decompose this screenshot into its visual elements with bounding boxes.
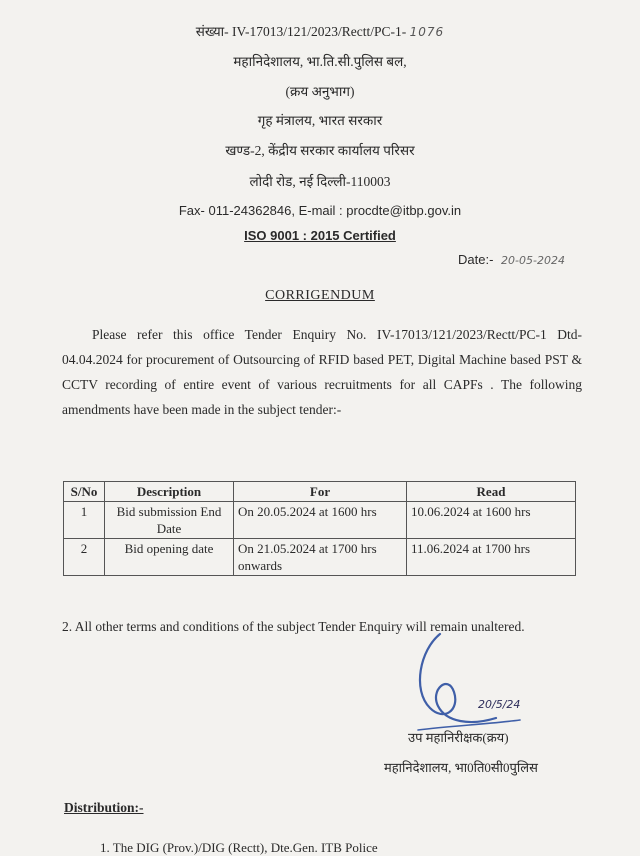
column-header: Read (407, 482, 576, 502)
distribution-item: 1. The DIG (Prov.)/DIG (Rectt), Dte.Gen. ITB Police (100, 840, 378, 855)
column-header: Description (105, 482, 234, 502)
fax-email-line: Fax- 011-24362846, E-mail : procdte@itbp.gov.in (178, 203, 462, 218)
block-line: खण्ड-2, केंद्रीय सरकार कार्यालय परिसर (225, 143, 415, 158)
date-value: 20-05-2024 (501, 254, 565, 267)
date-line (458, 252, 565, 267)
table-cell: 2 (64, 539, 105, 576)
amendment-table (63, 481, 576, 576)
table-cell: Bid opening date (105, 539, 234, 576)
table-cell: 10.06.2024 at 1600 hrs (407, 502, 576, 539)
table-cell: 11.06.2024 at 1700 hrs (407, 539, 576, 576)
signatory-title: उप महानिरीक्षक(क्रय) (408, 730, 509, 745)
table-row (64, 502, 576, 539)
table-cell: Bid submission End Date (105, 502, 234, 539)
signature-date: 20/5/24 (478, 698, 521, 711)
column-header: For (234, 482, 407, 502)
intro-paragraph: Please refer this office Tender Enquiry No. IV-17013/121/2023/Rectt/PC-1 Dtd-04.04.2024 for procurement of Outsourcing of RFID based PET, Digital Machine based PST & CCTV recording of entire event of various recruitments for all CAPFs . The following amendments have been made in the subject tender:- (62, 327, 582, 417)
closing-paragraph: 2. All other terms and conditions of the subject Tender Enquiry will remain unaltered. (62, 619, 525, 634)
iso-certification: ISO 9001 : 2015 Certified (244, 228, 396, 243)
reference-line (0, 22, 640, 42)
reference-number: संख्या- IV-17013/121/2023/Rectt/PC-1- (195, 24, 407, 39)
table-cell: 1 (64, 502, 105, 539)
directorate-line: महानिदेशालय, भा.ति.सी.पुलिस बल, (233, 54, 407, 69)
table-cell: On 20.05.2024 at 1600 hrs (234, 502, 407, 539)
table-header-row (64, 482, 576, 502)
address-line: लोदी रोड, नई दिल्ली-110003 (249, 174, 391, 189)
handwritten-reference: 1076 (409, 25, 445, 39)
column-header: S/No (64, 482, 105, 502)
document-heading: CORRIGENDUM (265, 288, 375, 303)
distribution-label: Distribution:- (64, 800, 144, 815)
table-row (64, 539, 576, 576)
section-line: (क्रय अनुभाग) (285, 84, 355, 99)
table-cell: On 21.05.2024 at 1700 hrs onwards (234, 539, 407, 576)
signatory-office: महानिदेशालय, भा0ति0सी0पुलिस (384, 760, 538, 775)
signature-mark (400, 630, 550, 740)
date-label: Date:- (458, 252, 494, 267)
ministry-line: गृह मंत्रालय, भारत सरकार (257, 113, 383, 128)
